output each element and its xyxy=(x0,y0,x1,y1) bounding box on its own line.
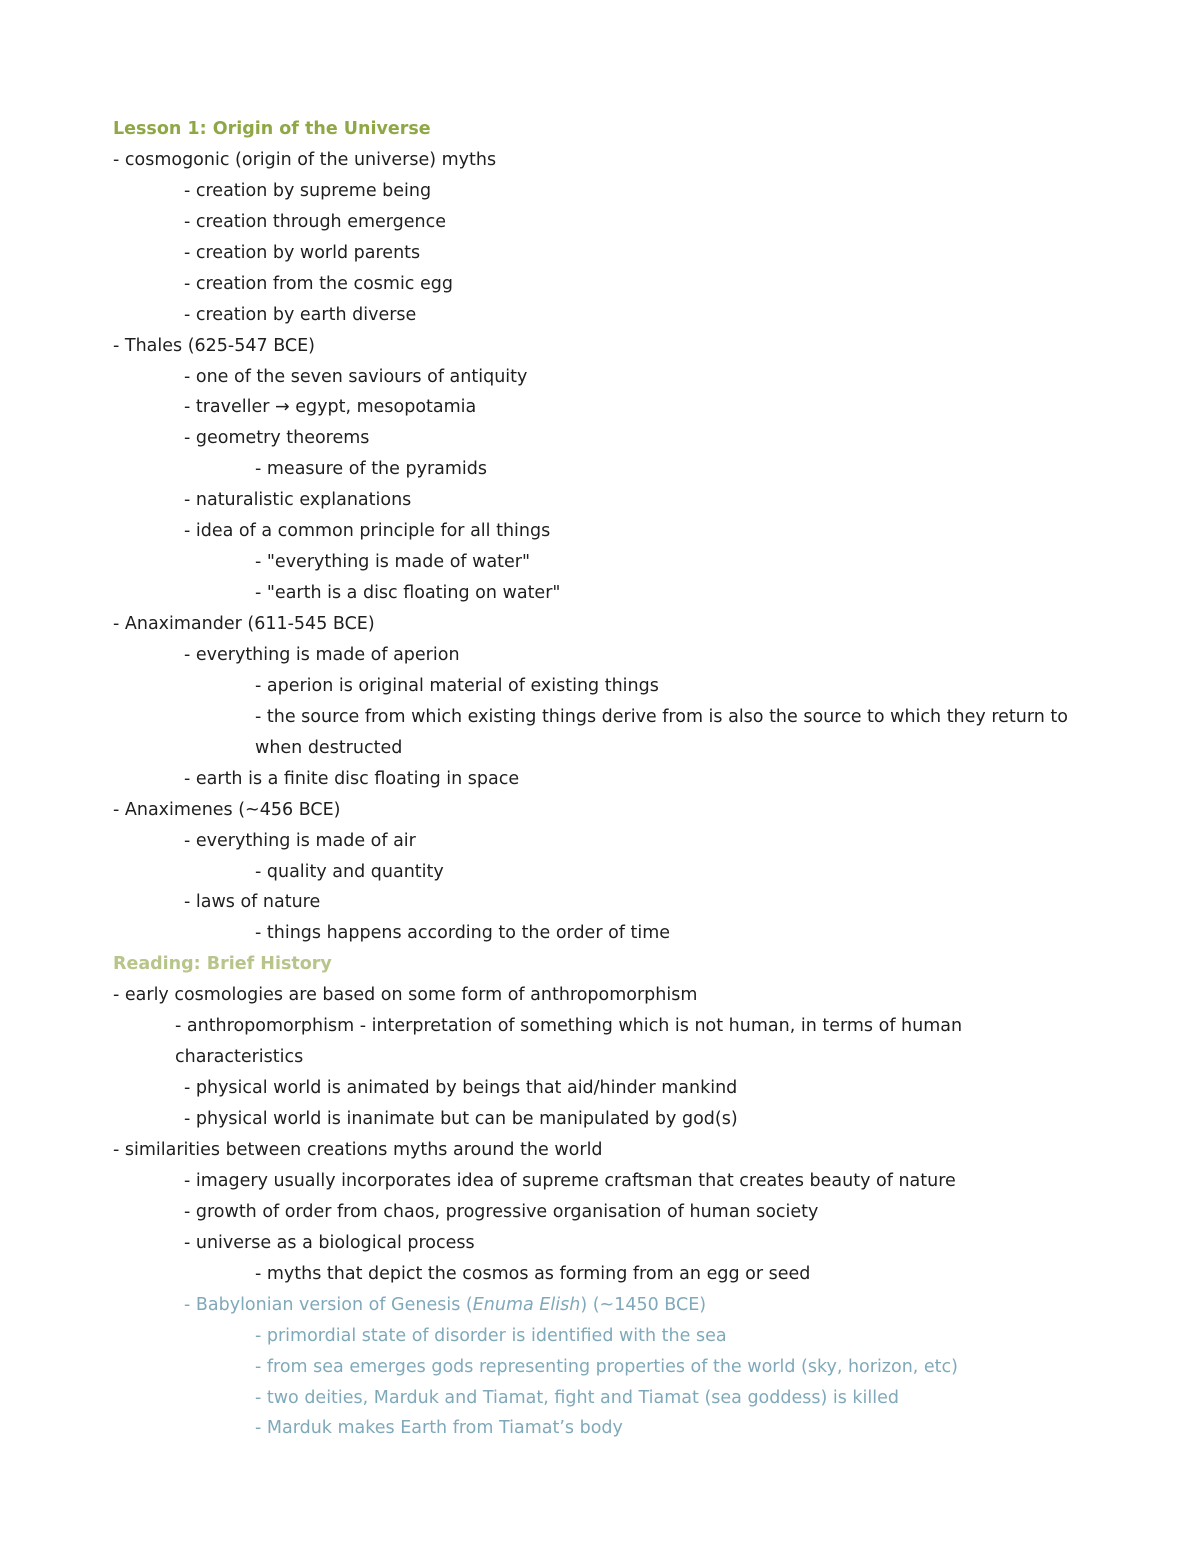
babylonian-title-em: Enuma Elish xyxy=(472,1294,581,1315)
babylonian-item: - two deities, Marduk and Tiamat, fight and Tiamat (sea goddess) is killed xyxy=(255,1387,900,1408)
thales-subitem: - "earth is a disc floating on water" xyxy=(255,583,561,604)
cosmogonic-item: - creation by world parents xyxy=(184,242,421,263)
reading-heading: Reading: Brief History xyxy=(113,954,332,975)
early-item: - anthropomorphism - interpretation of something which is not human, in terms of human characteristics xyxy=(175,1016,963,1068)
anaximander-subitem: - the source from which existing things derive from is also the source to which they return to when destructed xyxy=(255,706,1068,758)
early-item: - physical world is inanimate but can be manipulated by god(s) xyxy=(184,1109,738,1130)
babylonian-item: - Marduk makes Earth from Tiamat’s body xyxy=(255,1418,623,1439)
thales-subitem: - measure of the pyramids xyxy=(255,459,487,480)
anaximenes-title: - Anaximenes (~456 BCE) xyxy=(113,799,341,820)
anaximander-item: - everything is made of aperion xyxy=(184,644,460,665)
anaximander-item: - earth is a finite disc floating in space xyxy=(184,768,520,789)
similarities-title: - similarities between creations myths around the world xyxy=(113,1140,603,1160)
thales-item: - naturalistic explanations xyxy=(184,490,412,511)
cosmogonic-item: - creation by supreme being xyxy=(184,180,432,201)
thales-title: - Thales (625-547 BCE) xyxy=(113,335,316,356)
anaximenes-item: - laws of nature xyxy=(184,892,321,913)
similarities-subitem: - myths that depict the cosmos as forming from an egg or seed xyxy=(255,1263,811,1284)
babylonian-title-post: ) (~1450 BCE) xyxy=(580,1294,707,1315)
cosmogonic-item: - creation through emergence xyxy=(184,211,447,232)
similarities-item: - imagery usually incorporates idea of supreme craftsman that creates beauty of nature xyxy=(184,1170,956,1191)
similarities-item: - growth of order from chaos, progressive organisation of human society xyxy=(184,1201,819,1222)
babylonian-title-pre: - Babylonian version of Genesis ( xyxy=(184,1294,473,1315)
cosmogonic-item: - creation by earth diverse xyxy=(184,304,417,325)
cosmogonic-title: - cosmogonic (origin of the universe) myths xyxy=(113,149,497,170)
cosmogonic-item: - creation from the cosmic egg xyxy=(184,273,453,294)
anaximander-subitem: - aperion is original material of existing things xyxy=(255,675,659,696)
babylonian-title xyxy=(113,1290,1073,1321)
early-item: - physical world is animated by beings that aid/hinder mankind xyxy=(184,1078,738,1099)
babylonian-item: - primordial state of disorder is identified with the sea xyxy=(255,1325,727,1346)
anaximander-title: - Anaximander (611-545 BCE) xyxy=(113,614,375,634)
thales-item: - geometry theorems xyxy=(184,428,370,449)
thales-item: - idea of a common principle for all things xyxy=(184,521,551,542)
lesson-heading: Lesson 1: Origin of the Universe xyxy=(113,119,431,139)
thales-subitem: - "everything is made of water" xyxy=(255,552,531,573)
similarities-item: - universe as a biological process xyxy=(184,1232,475,1253)
anaximenes-item: - everything is made of air xyxy=(184,830,416,851)
early-title: - early cosmologies are based on some form of anthropomorphism xyxy=(113,985,698,1006)
anaximenes-subitem: - quality and quantity xyxy=(255,861,444,882)
babylonian-item: - from sea emerges gods representing properties of the world (sky, horizon, etc) xyxy=(255,1356,958,1377)
notes-body xyxy=(113,114,1073,1444)
thales-item: - traveller → egypt, mesopotamia xyxy=(184,397,477,418)
thales-item: - one of the seven saviours of antiquity xyxy=(184,366,528,387)
anaximenes-subitem: - things happens according to the order of time xyxy=(255,923,671,944)
